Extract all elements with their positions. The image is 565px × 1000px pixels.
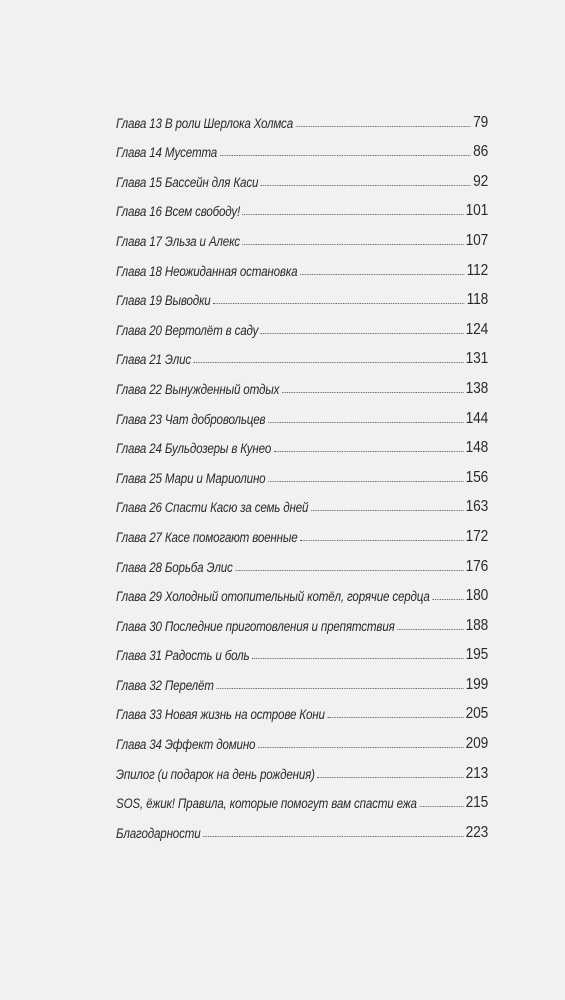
toc-entry-title: Глава 34 Эффект домино (116, 737, 256, 753)
toc-entry (116, 458, 488, 488)
dot-leader (242, 244, 463, 245)
toc-entry-page: 188 (465, 616, 489, 634)
toc-entry (116, 103, 488, 133)
toc-entry-page: 79 (473, 113, 489, 131)
toc-entry-title: Глава 16 Всем свободу! (116, 204, 241, 220)
toc-entry-page: 101 (465, 202, 489, 220)
toc-entry-page: 176 (465, 557, 489, 575)
dot-leader (327, 717, 463, 718)
toc-entry (116, 133, 488, 163)
toc-entry-title: Глава 24 Бульдозеры в Кунео (116, 441, 272, 457)
toc-entry (116, 636, 488, 666)
toc-entry-title: Глава 18 Неожиданная остановка (116, 263, 298, 279)
dot-leader (419, 806, 463, 807)
table-of-contents (116, 103, 488, 843)
toc-entry (116, 429, 488, 459)
dot-leader (203, 836, 463, 837)
toc-entry-page: 215 (465, 794, 489, 812)
toc-entry (116, 399, 488, 429)
dot-leader (282, 392, 463, 393)
toc-entry-title: Глава 19 Выводки (116, 293, 211, 309)
toc-entry-page: 92 (473, 172, 489, 190)
toc-entry (116, 340, 488, 370)
toc-entry-title: Глава 29 Холодный отопительный котёл, горячие сердца (116, 589, 430, 605)
dot-leader (258, 747, 463, 748)
toc-entry-page: 138 (465, 379, 489, 397)
dot-leader (300, 274, 464, 275)
toc-entry (116, 192, 488, 222)
toc-entry-title: Эпилог (и подарок на день рождения) (116, 766, 315, 782)
toc-entry-title: Глава 23 Чат добровольцев (116, 411, 266, 427)
toc-entry-page: 156 (465, 468, 489, 486)
toc-entry (116, 310, 488, 340)
toc-entry-title: Глава 33 Новая жизнь на острове Кони (116, 707, 325, 723)
toc-entry (116, 665, 488, 695)
toc-entry (116, 162, 488, 192)
toc-entry (116, 724, 488, 754)
dot-leader (268, 422, 463, 423)
toc-entry-page: 118 (466, 291, 489, 309)
toc-entry-page: 205 (465, 705, 489, 723)
dot-leader (252, 658, 463, 659)
toc-entry (116, 281, 488, 311)
dot-leader (213, 303, 464, 304)
toc-entry-page: 107 (465, 231, 489, 249)
toc-entry-page: 199 (465, 675, 489, 693)
dot-leader (311, 510, 463, 511)
toc-entry (116, 606, 488, 636)
toc-entry (116, 488, 488, 518)
dot-leader (296, 126, 471, 127)
toc-entry-page: 180 (465, 587, 489, 605)
toc-entry (116, 813, 488, 843)
dot-leader (243, 214, 463, 215)
toc-entry (116, 695, 488, 725)
toc-entry-title: Глава 27 Касе помогают военные (116, 529, 298, 545)
dot-leader (220, 155, 471, 156)
toc-entry-page: 144 (465, 409, 489, 427)
toc-entry (116, 577, 488, 607)
dot-leader (317, 777, 463, 778)
toc-entry-page: 86 (473, 143, 489, 161)
dot-leader (261, 185, 471, 186)
dot-leader (261, 333, 463, 334)
toc-entry-title: Глава 30 Последние приготовления и препятствия (116, 618, 395, 634)
toc-entry-page: 209 (465, 735, 489, 753)
toc-entry-title: SOS, ёжик! Правила, которые помогут вам спасти ежа (116, 796, 417, 812)
toc-entry-title: Глава 15 Бассейн для Каси (116, 174, 259, 190)
toc-entry-title: Глава 13 В роли Шерлока Холмса (116, 115, 293, 131)
toc-entry-page: 124 (465, 320, 489, 338)
toc-entry-page: 163 (465, 498, 489, 516)
toc-entry-title: Благодарности (116, 825, 201, 841)
dot-leader (194, 362, 463, 363)
toc-entry-title: Глава 28 Борьба Элис (116, 559, 233, 575)
toc-entry-page: 148 (465, 439, 489, 457)
dot-leader (432, 599, 463, 600)
toc-entry (116, 251, 488, 281)
toc-entry-page: 131 (465, 350, 489, 368)
toc-entry-title: Глава 25 Мари и Мариолино (116, 470, 266, 486)
toc-entry-page: 172 (465, 527, 489, 545)
toc-entry-title: Глава 21 Элис (116, 352, 192, 368)
toc-entry (116, 369, 488, 399)
toc-entry-title: Глава 20 Вертолёт в саду (116, 322, 259, 338)
toc-entry (116, 517, 488, 547)
toc-entry-page: 213 (465, 764, 489, 782)
toc-entry-page: 195 (465, 646, 489, 664)
toc-entry-title: Глава 17 Эльза и Алекс (116, 233, 240, 249)
toc-entry-title: Глава 26 Спасти Касю за семь дней (116, 500, 309, 516)
dot-leader (300, 540, 463, 541)
dot-leader (216, 688, 463, 689)
toc-entry (116, 754, 488, 784)
dot-leader (268, 481, 463, 482)
toc-entry (116, 221, 488, 251)
dot-leader (397, 629, 463, 630)
toc-entry-title: Глава 31 Радость и боль (116, 648, 250, 664)
toc-entry-title: Глава 32 Перелёт (116, 677, 214, 693)
toc-entry-page: 112 (466, 261, 489, 279)
dot-leader (235, 570, 463, 571)
toc-entry (116, 547, 488, 577)
toc-entry-page: 223 (465, 823, 489, 841)
toc-entry-title: Глава 22 Вынужденный отдых (116, 381, 280, 397)
toc-entry-title: Глава 14 Мусетта (116, 145, 218, 161)
dot-leader (274, 451, 463, 452)
toc-entry (116, 784, 488, 814)
